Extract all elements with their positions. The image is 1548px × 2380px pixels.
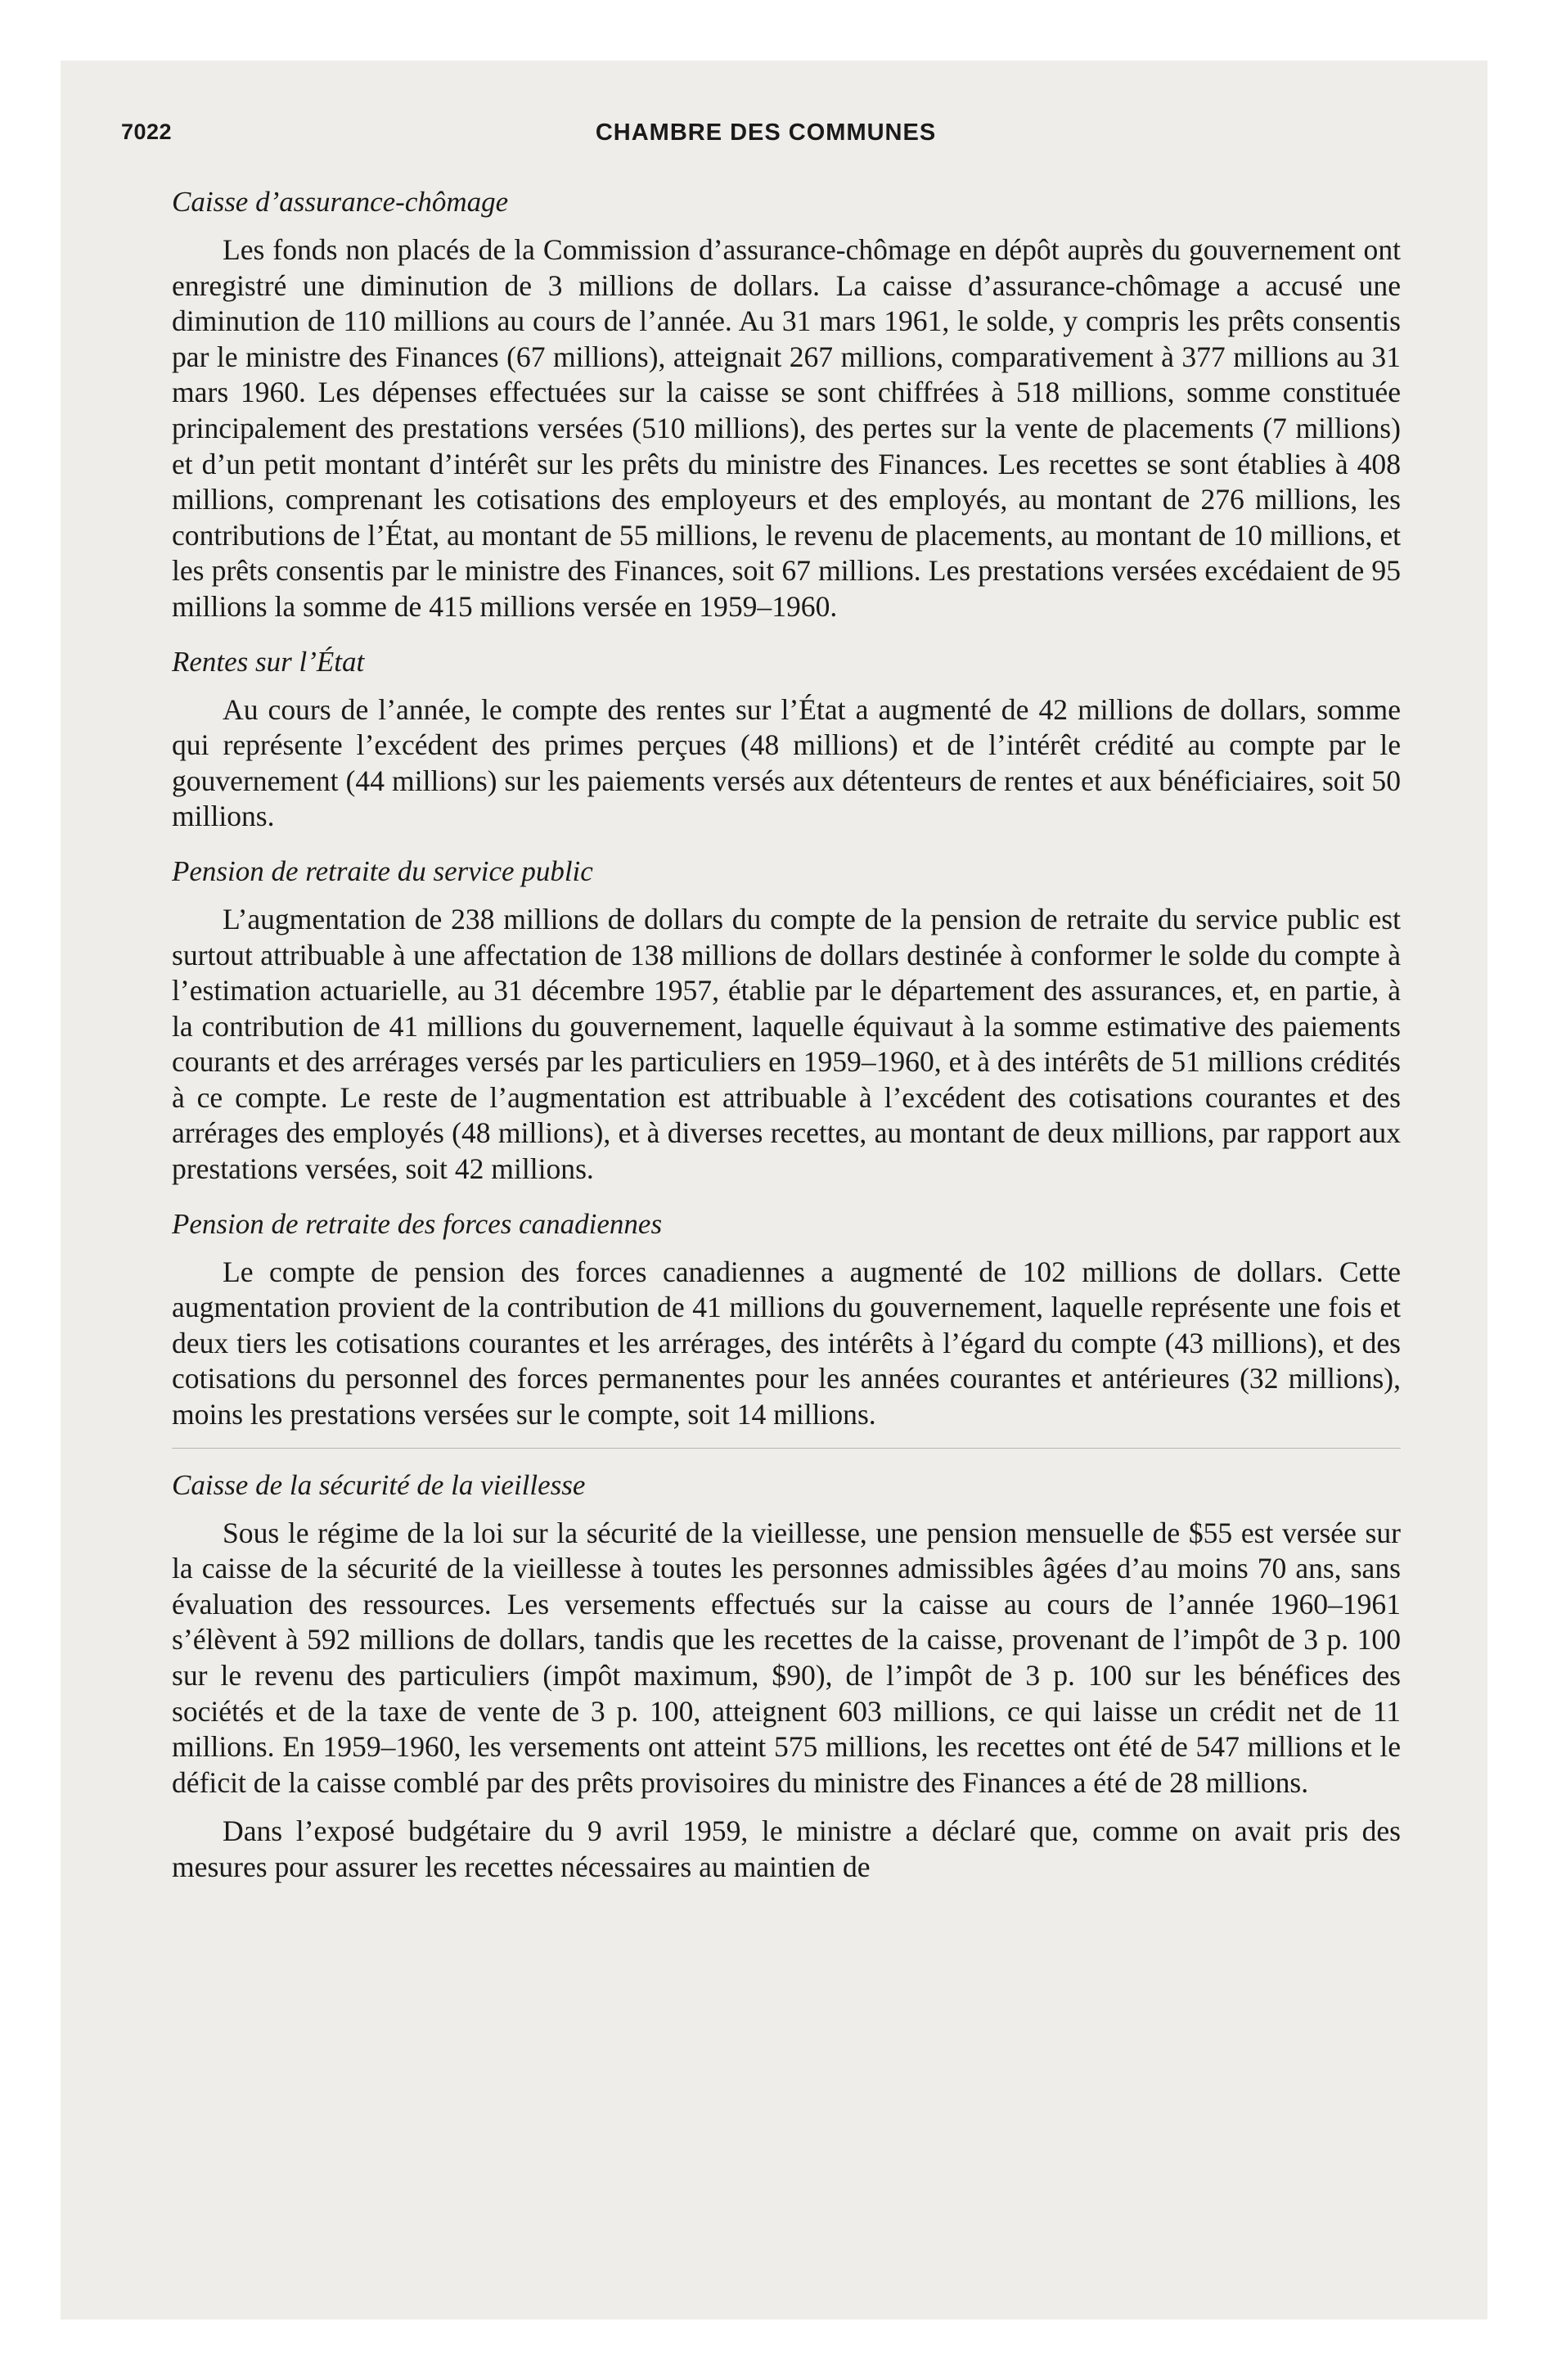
paragraph: Dans l’exposé budgétaire du 9 avril 1959, le ministre a déclaré que, comme on avait pris des mesures pour assurer les recettes nécessaires au maintien de — [172, 1814, 1401, 1883]
section-government-annuities — [172, 642, 1401, 835]
page-number: 7022 — [121, 119, 173, 144]
section-heading: Pension de retraite du service public — [172, 854, 593, 887]
section-heading: Caisse d’assurance-chômage — [172, 186, 509, 218]
section-unemployment-insurance — [172, 182, 1401, 625]
paragraph: L’augmentation de 238 millions de dollars du compte de la pension de retraite du service public est surtout attribuable à une affectation de 138 millions de dollars destinée à conformer le solde du compte à l’estimation actuarielle, au 31 décembre 1957, établie par le département des assurances, et, en partie, à la contribution de 41 millions du gouvernement, laquelle équivaut à la somme estimative des paiements courants et des arrérages versés par les particuliers en 1959–1960, et à des intérêts de 51 millions crédités à ce compte. Le reste de l’augmentation est attribuable à l’excédent des cotisations courantes et des arrérages des employés (48 millions), et à diverses recettes, au montant de deux millions, par rapport aux prestations versées, soit 42 millions. — [172, 902, 1401, 1186]
section-heading: Rentes sur l’État — [172, 645, 365, 678]
paragraph: Au cours de l’année, le compte des rentes sur l’État a augmenté de 42 millions de dollars, somme qui représente l’excédent des primes perçues (48 millions) et de l’intérêt crédité au compte par le gouvernement (44 millions) sur les paiements versés aux détenteurs de rentes et aux bénéficiaires, soit 50 millions. — [172, 692, 1401, 833]
running-title: CHAMBRE DES COMMUNES — [595, 119, 937, 146]
paragraph: Le compte de pension des forces canadiennes a augmenté de 102 millions de dollars. Cette augmentation provient de la contribution de 41 millions du gouvernement, laquelle représente une fois et deux tiers les cotisations courantes et les arrérages, des intérêts à l’égard du compte (43 millions), et des cotisations du personnel des forces permanentes pour les années courantes et antérieures (32 millions), moins les prestations versées sur le compte, soit 14 millions. — [172, 1255, 1401, 1431]
section-heading: Pension de retraite des forces canadiennes — [172, 1207, 663, 1240]
section-forces-pension — [172, 1204, 1401, 1449]
horizontal-rule — [172, 1448, 1401, 1449]
section-old-age-security — [172, 1465, 1401, 1886]
paragraph: Les fonds non placés de la Commission d’assurance-chômage en dépôt auprès du gouvernement ont enregistré une diminution de 3 millions de dollars. La caisse d’assurance-chômage a accusé une diminution de 110 millions au cours de l’année. Au 31 mars 1961, le solde, y compris les prêts consentis par le ministre des Finances (67 millions), atteignait 267 millions, comparativement à 377 millions au 31 mars 1960. Les dépenses effectuées sur la caisse se sont chiffrées à 518 millions, somme constituée principalement des prestations versées (510 millions), des pertes sur la vente de placements (7 millions) et d’un petit montant d’intérêt sur les prêts du ministre des Finances. Les recettes se sont établies à 408 millions, comprenant les cotisations des employeurs et des employés, au montant de 276 millions, les contributions de l’État, au montant de 55 millions, le revenu de placements, au montant de 10 millions, et les prêts consentis par le ministre des Finances, soit 67 millions. Les prestations versées excédaient de 95 millions la somme de 415 millions versée en 1959–1960. — [172, 233, 1401, 623]
document-body — [172, 182, 1401, 1902]
section-heading: Caisse de la sécurité de la vieillesse — [172, 1468, 586, 1501]
section-public-service-pension — [172, 851, 1401, 1188]
paragraph: Sous le régime de la loi sur la sécurité de la vieillesse, une pension mensuelle de $55 est versée sur la caisse de la sécurité de la vieillesse à toutes les personnes admissibles âgées d’au moins 70 ans, sans évaluation des ressources. Les versements effectués sur la caisse au cours de l’année 1960–1961 s’élèvent à 592 millions de dollars, tandis que les recettes de la caisse, provenant de l’impôt de 3 p. 100 sur le revenu des particuliers (impôt maximum, $90), de l’impôt de 3 p. 100 sur les bénéfices des sociétés et de la taxe de vente de 3 p. 100, atteignent 603 millions, ce qui laisse un crédit net de 11 millions. En 1959–1960, les versements ont atteint 575 millions, les recettes ont été de 547 millions et le déficit de la caisse comblé par des prêts provisoires du ministre des Finances a été de 28 millions. — [172, 1516, 1401, 1799]
page-header — [121, 119, 1411, 152]
